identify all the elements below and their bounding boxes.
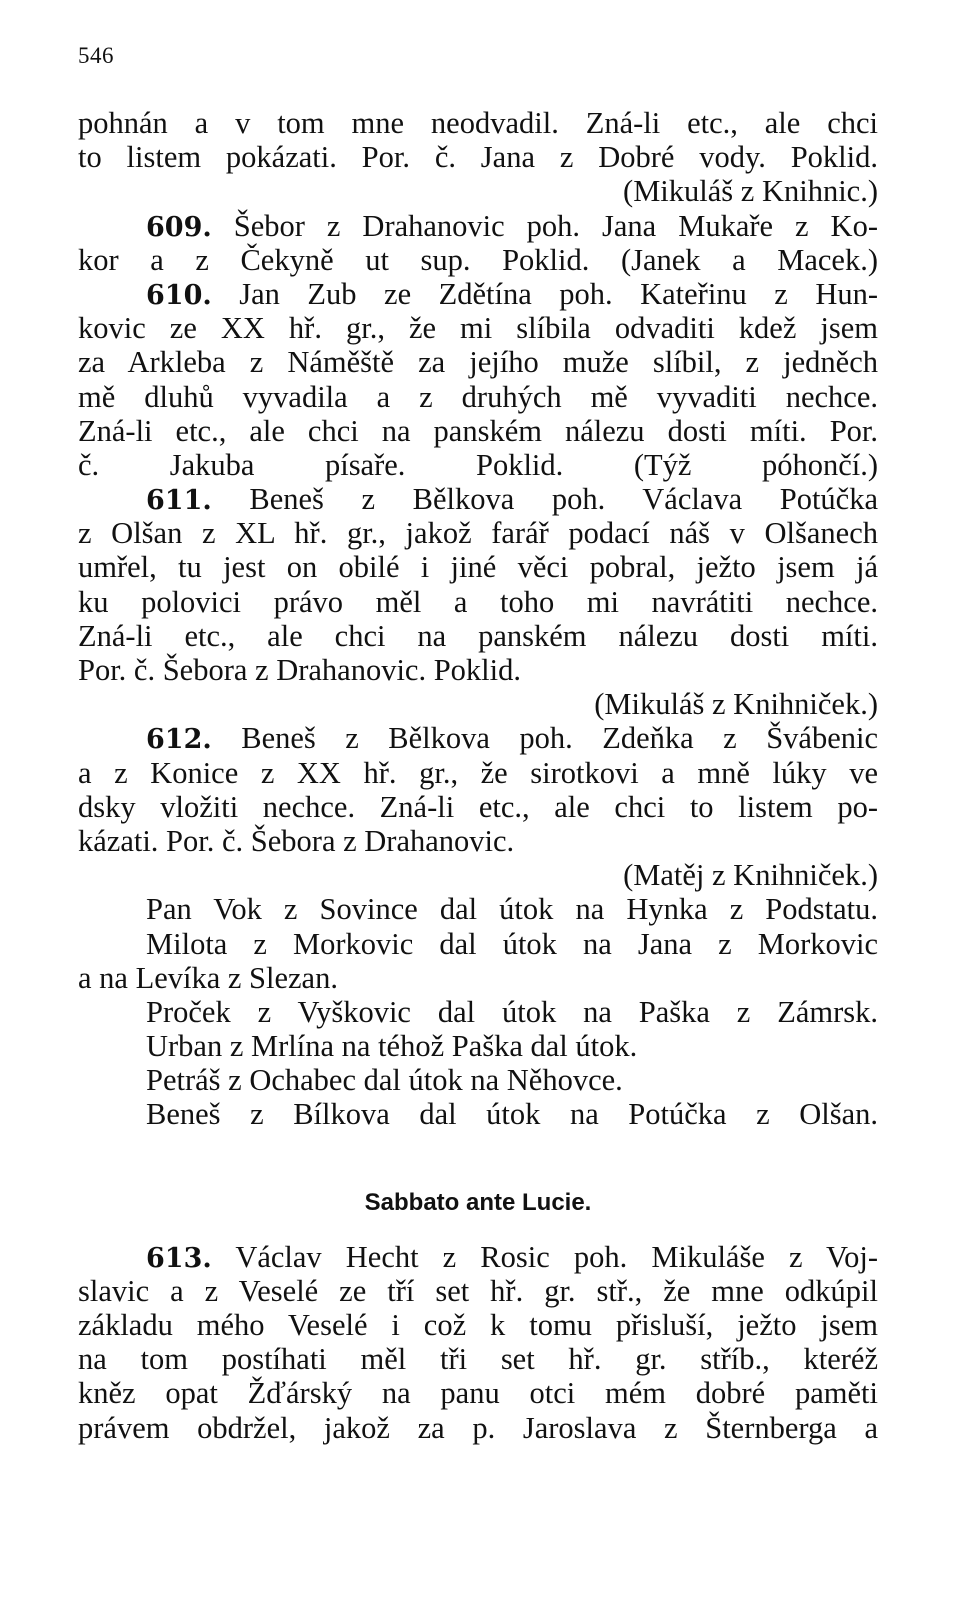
section-heading: Sabbato ante Lucie. [364,1188,592,1216]
text-line: to listem pokázati. Por. č. Jana z Dobré vody. Poklid. [78,140,878,175]
text-line: Por. č. Šebora z Drahanovic. Poklid. [78,653,522,687]
entry-612 [78,721,878,892]
page-number: 546 [78,43,114,68]
entry-text: Beneš z Bělkova poh. Zdeňka z Švábenic [241,721,878,756]
attack-line: a na Levíka z Slezan. [78,960,338,995]
continuation-block [78,106,878,209]
entry-first-line [78,277,878,311]
text-line: Zná-li etc., ale chci na panském nálezu dosti míti. [78,618,878,653]
entry-number: 611. [146,485,212,517]
attacks-list [78,892,878,1131]
attack-line: Urban z Mrlína na téhož Paška dal útok. [146,1029,638,1064]
entry-610 [78,277,878,482]
attack-line: Petráš z Ochabec dal útok na Něhovce. [146,1063,623,1098]
text-line: kázati. Por. č. Šebora z Drahanovic. [78,823,515,858]
entry-number: 613. [146,1242,212,1274]
scribe-signature: (Matěj z Knihniček.) [623,858,878,893]
entry-text: Beneš z Bělkova poh. Václava Potúčka [249,482,878,517]
entry-609 [78,209,878,277]
attack-line: Pan Vok z Sovince dal útok na Hynka z Podstatu. [146,892,878,927]
text-line: umřel, tu jest on obilé i jiné věci pobral, ježto jsem já [78,550,878,585]
entry-text: Šebor z Drahanovic poh. Jana Mukaře z Ko- [233,208,878,243]
entry-first-line [78,482,878,516]
text-line: z Olšan z XL hř. gr., jakož farář podací náš v Olšanech [78,516,878,551]
text-line: kněz opat Žďárský na panu otci mém dobré paměti [78,1376,878,1411]
text-line: kovic ze XX hř. gr., že mi slíbila odvaditi kdež jsem [78,311,878,346]
text-line: za Arkleba z Náměště za jejího muže slíbil, z jedněch [78,345,878,380]
entry-first-line [78,721,878,755]
entry-first-line [78,209,878,243]
entry-number: 610. [146,279,212,311]
text-line: kor a z Čekyně ut sup. Poklid. (Janek a Macek.) [78,242,878,277]
text-line: ku polovici právo měl a toho mi navrátiti nechce. [78,584,878,619]
entry-613 [78,1240,878,1445]
text-line: dsky vložiti nechce. Zná-li etc., ale chci to listem po- [78,789,878,824]
text-line: slavic a z Veselé ze tří set hř. gr. stř., že mne odkúpil [78,1273,878,1308]
text-line: pohnán a v tom mne neodvadil. Zná-li etc., ale chci [78,106,878,140]
entry-first-line [78,1240,878,1274]
document-page [78,40,878,1445]
text-line: č. Jakuba písaře. Poklid. (Týž póhončí.) [78,447,878,482]
scribe-signature: (Mikuláš z Knihniček.) [594,687,878,722]
entry-number: 612. [146,724,212,756]
attack-line: Beneš z Bílkova dal útok na Potúčka z Olšan. [146,1097,878,1132]
text-line: mě dluhů vyvadila a z druhých mě vyvaditi nechce. [78,379,878,414]
scribe-signature: (Mikuláš z Knihnic.) [623,174,878,209]
text-line: Zná-li etc., ale chci na panském nálezu dosti míti. Por. [78,413,878,448]
attack-line: Proček z Vyškovic dal útok na Paška z Zámrsk. [146,994,878,1029]
text-line: na tom postíhati měl tři set hř. gr. stříb., kteréž [78,1342,878,1377]
entry-number: 609. [146,211,212,243]
text-line: základu mého Veselé i což k tomu přisluší, ježto jsem [78,1308,878,1342]
text-line: a z Konice z XX hř. gr., že sirotkovi a mně lúky ve [78,755,878,790]
text-line: právem obdržel, jakož za p. Jaroslava z Šternberga a [78,1410,878,1445]
attack-line: Milota z Morkovic dal útok na Jana z Morkovic [146,926,878,961]
entry-text: Jan Zub ze Zdětína poh. Kateřinu z Hun- [239,276,878,311]
entry-611 [78,482,878,721]
entry-text: Václav Hecht z Rosic poh. Mikuláše z Voj- [235,1239,878,1274]
